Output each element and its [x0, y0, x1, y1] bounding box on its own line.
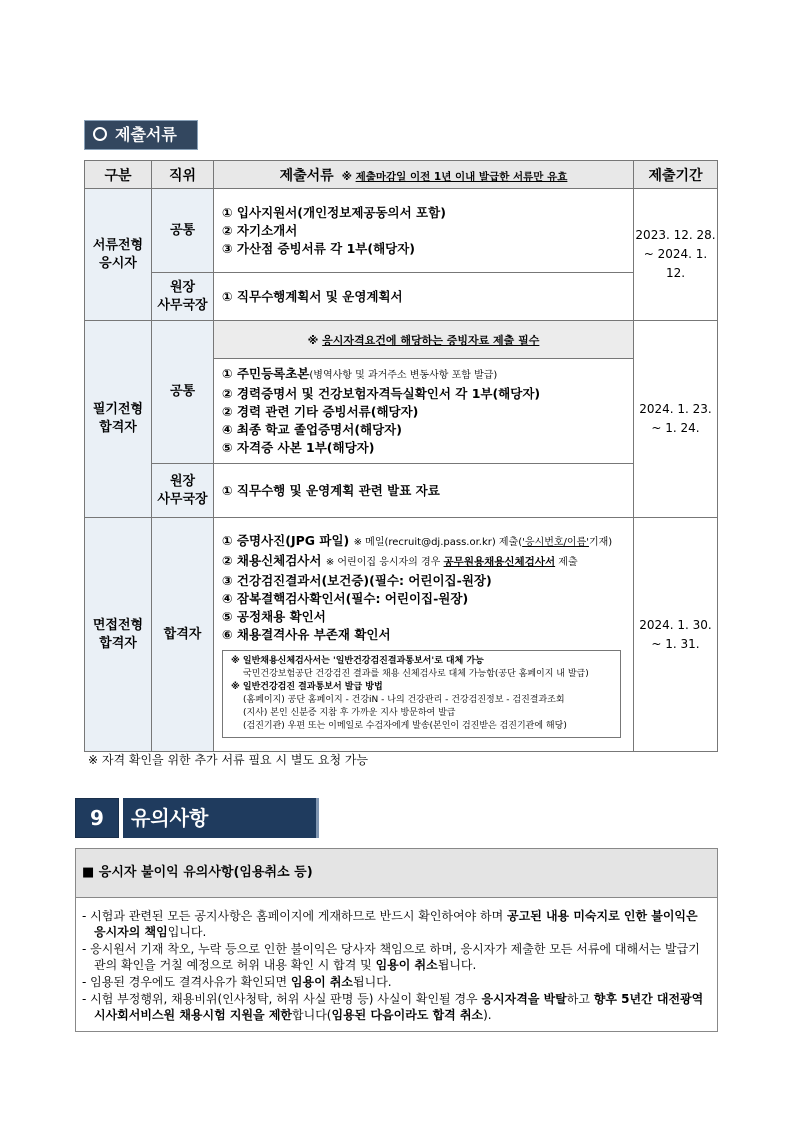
header-documents: 제출서류 ※ 제출마감일 이전 1년 이내 발급한 서류만 유효	[214, 161, 634, 189]
caution-body	[76, 898, 717, 1023]
list-item: ② 경력 관련 기타 증빙서류(해당자)	[222, 404, 419, 419]
header-category: 구분	[85, 161, 152, 189]
table-header-row	[85, 161, 718, 189]
stage3-period: 2024. 1. 30. ~ 1. 31.	[634, 518, 718, 752]
stage1-director-label: 원장 사무국장	[152, 273, 214, 321]
stage2-common-label: 공통	[152, 321, 214, 464]
stage1-period: 2023. 12. 28. ~ 2024. 1. 12.	[634, 189, 718, 321]
header-position: 직위	[152, 161, 214, 189]
stage2-note: ※ 응시자격요건에 해당하는 증빙자료 제출 필수	[214, 321, 634, 359]
list-item: ③ 건강검진결과서(보건증)(필수: 어린이집-원장)	[222, 572, 492, 588]
section-title-text: 제출서류	[115, 125, 177, 144]
list-item: ① 입사지원서(개인정보제공동의서 포함)	[222, 204, 446, 220]
stage1-director-item: ① 직무수행계획서 및 운영계획서	[214, 273, 634, 321]
caution-item: - 시험과 관련된 모든 공지사항은 홈페이지에 게재하므로 반드시 확인하여야 하며 공고된 내용 미숙지로 인한 불이익은 응시자의 책임입니다.	[82, 909, 698, 939]
caution-item: - 응시원서 기재 착오, 누락 등으로 인한 불이익은 당사자 책임으로 하며, 응시자가 제출한 모든 서류에 대해서는 발급기관의 확인을 거칠 예정으로 허위 내용 확인 시 합격 및 임용이 취소됩니다.	[82, 942, 700, 972]
section-number: 9	[75, 798, 119, 838]
stage2-category: 필기전형 합격자	[85, 321, 152, 518]
list-item: ① 증명사진(JPG 파일) ※ 메일(recruit@dj.pass.or.kr) 제출('응시번호/이름'기재)	[222, 532, 613, 548]
list-item: ② 경력증명서 및 건강보험자격득실확인서 각 1부(해당자)	[222, 386, 541, 401]
section-title	[84, 120, 198, 150]
table-row	[85, 464, 718, 518]
stage2-director-label: 원장 사무국장	[152, 464, 214, 518]
stage3-items	[214, 518, 634, 752]
caution-box	[75, 848, 718, 1032]
table-row	[85, 273, 718, 321]
caution-item: - 시험 부정행위, 채용비위(인사청탁, 허위 사실 판명 등) 사실이 확인될 경우 응시자격을 박탈하고 향후 5년간 대전광역시사회서비스원 채용시험 지원을 제한합니다(임용된 다음이라도 합격 취소).	[82, 992, 704, 1022]
header-period: 제출기간	[634, 161, 718, 189]
table-row	[85, 518, 718, 752]
section9-title: 유의사항	[123, 798, 319, 838]
list-item: ⑤ 자격증 사본 1부(해당자)	[222, 440, 375, 455]
list-item: ④ 잠복결핵검사확인서(필수: 어린이집-원장)	[222, 590, 469, 606]
list-item: ① 주민등록초본(병역사항 및 과거주소 변동사항 포함 발급)	[222, 366, 498, 381]
footnote: ※ 자격 확인을 위한 추가 서류 필요 시 별도 요청 가능	[88, 753, 369, 767]
list-item: ② 채용신체검사서 ※ 어린이집 응시자의 경우 공무원용채용신체검사서 제출	[222, 552, 578, 568]
documents-table	[84, 160, 718, 752]
table-row	[85, 321, 718, 359]
list-item: ④ 최종 학교 졸업증명서(해당자)	[222, 422, 402, 437]
stage1-category: 서류전형 응시자	[85, 189, 152, 321]
stage1-common-label: 공통	[152, 189, 214, 273]
stage3-category: 면접전형 합격자	[85, 518, 152, 752]
list-item: ③ 가산점 증빙서류 각 1부(해당자)	[222, 240, 416, 256]
stage2-common-items	[214, 359, 634, 464]
header-note: ※ 제출마감일 이전 1년 이내 발급한 서류만 유효	[341, 170, 568, 183]
list-item: ⑥ 채용결격사유 부존재 확인서	[222, 626, 391, 642]
stage1-common-items	[214, 189, 634, 273]
stage2-director-item: ① 직무수행 및 운영계획 관련 발표 자료	[214, 464, 634, 518]
list-item: ⑤ 공정채용 확인서	[222, 608, 326, 624]
caution-item: - 임용된 경우에도 결격사유가 확인되면 임용이 취소됩니다.	[82, 975, 392, 989]
circle-icon	[93, 127, 107, 141]
stage3-position: 합격자	[152, 518, 214, 752]
health-check-note-box: ※ 일반채용신체검사서는 '일반건강검진결과통보서'로 대체 가능 국민건강보험공단 건강검진 결과를 채용 신체검사로 대체 가능함(공단 홈페이지 내 발급) ※ 일반건강검진 결과통보서 발급 방법 (홈페이지) 공단 홈페이지 - 건강iN - 나의 건강관리 - 건강검진정보 - 검진결과조회 (지사) 본인 신분증 지참 후 가까운 지사 방문하여 발급 (검진기관) 우편 또는 이메일로 수검자에게 발송(본인이 검진받은 검진기관에 해당)	[222, 650, 621, 738]
stage2-period: 2024. 1. 23. ~ 1. 24.	[634, 321, 718, 518]
list-item: ② 자기소개서	[222, 222, 298, 238]
caution-heading: ■ 응시자 불이익 유의사항(임용취소 등)	[76, 849, 717, 898]
table-row	[85, 189, 718, 273]
